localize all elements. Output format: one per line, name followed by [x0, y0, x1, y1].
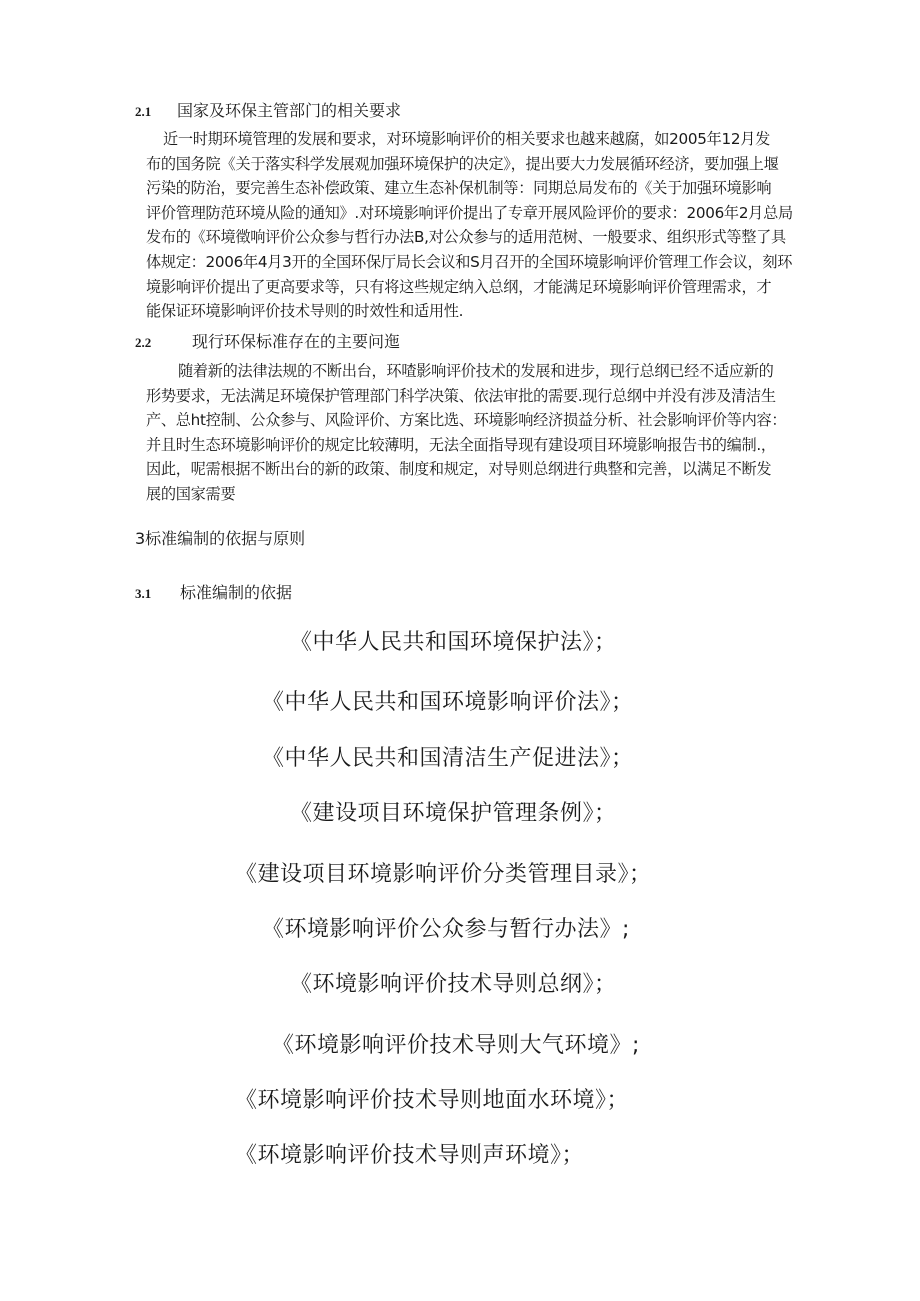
section-3-heading	[135, 526, 305, 549]
basis-item-text: 《环境影响评价技术导则地面水环境》；	[235, 1088, 630, 1113]
basis-item-text: 《建设项目环境保护管理条例》；	[290, 801, 617, 826]
paragraph-line: 产、总ht控制、公众参与、风险评价、方案比选、环境影响经济损益分析、社会影响评价等内容：	[146, 411, 787, 430]
paragraph-line: 能保证环境影响评价技术导则的时效性和适用性.	[146, 302, 464, 321]
section-title: 现行环保标准存在的主要问迤	[192, 332, 401, 351]
section-title: 国家及环保主管部门的相关要求	[177, 101, 402, 120]
paragraph-line: 并且时生态环境影响评价的规定比较薄明，无法全面指导现有建设项目环境影响报告书的编制.，	[146, 435, 776, 454]
paragraph-line: 发布的《环境徵响评价公众参与哲行办法B,对公众参与的适用范树、一般要求、组织形式等整了具	[146, 228, 786, 247]
basis-item-text: 《环境影响评价技术导则大气环境》;	[272, 1033, 640, 1058]
basis-item-text: 《环境影响评价公众参与暂行办法》;	[262, 917, 630, 942]
section-2-1-heading	[135, 98, 401, 121]
paragraph-line: 因此，呢需根据不断出台的新的政策、制度和规定，对导则总纲进行典整和完善，以满足不断发	[146, 460, 772, 479]
basis-item-text: 《建设项目环境影响评价分类管理目录》；	[235, 862, 652, 887]
paragraph-line: 布的国务院《关于落实科学发展观加强环境保护的决定》，提出要大力发展循环经济，要加强上堰	[146, 154, 779, 173]
paragraph-line: 污染的防治，要完善生态补偿政策、建立生态补保机制等：同期总局发布的《关于加强环境影响	[146, 179, 772, 198]
section-3-1-heading	[135, 580, 292, 603]
paragraph-line: 评价管理防范环境从险的通知》.对环境影响评价提出了专章开展风险评价的要求：2006年2月总局	[146, 203, 793, 222]
section-number: 2.1	[135, 104, 152, 119]
paragraph-line: 展的国家需要	[146, 484, 236, 503]
basis-item-text: 《环境影响评价技术导则总纲》；	[290, 972, 617, 997]
section-number: 3.1	[135, 586, 152, 601]
paragraph-line: 形势要求，无法满足环境保护管理部门科学决策、依法审批的需要.现行总纲中并没有涉及清洁生	[146, 386, 776, 405]
section-title: 3标准编制的依据与原则	[135, 529, 306, 548]
basis-item-text: 《中华人民共和国清洁生产促进法》；	[262, 746, 634, 771]
basis-item-text: 《环境影响评价技术导则声环境》；	[235, 1143, 585, 1168]
paragraph-line: 近一时期环境管理的发展和要求，对环境影响评价的相关要求也越来越腐，如2005年12月发	[163, 130, 771, 148]
section-number: 2.2	[135, 335, 152, 350]
paragraph-line: 体规定：2006年4月3开的全国环保厅局长会议和S月召开的全国环境影响评价管理工作会议，刻环	[146, 252, 793, 271]
paragraph-line: 随着新的法律法规的不断出台，环喳影响评价技术的发展和进步，现行总纲已经不适应新的	[178, 362, 774, 380]
paragraph-line: 境影响评价提出了更高要求等，只有将这些规定纳入总纲，才能满足环境影响评价管理需求，才	[146, 277, 772, 296]
basis-item-text: 《中华人民共和国环境保护法》；	[290, 630, 617, 655]
section-2-1-paragraph	[146, 127, 793, 324]
section-2-2-heading	[135, 329, 400, 352]
section-2-2-paragraph	[146, 359, 793, 507]
basis-item-text: 《中华人民共和国环境影响评价法》；	[262, 690, 634, 715]
section-title: 标准编制的依据	[180, 583, 293, 602]
